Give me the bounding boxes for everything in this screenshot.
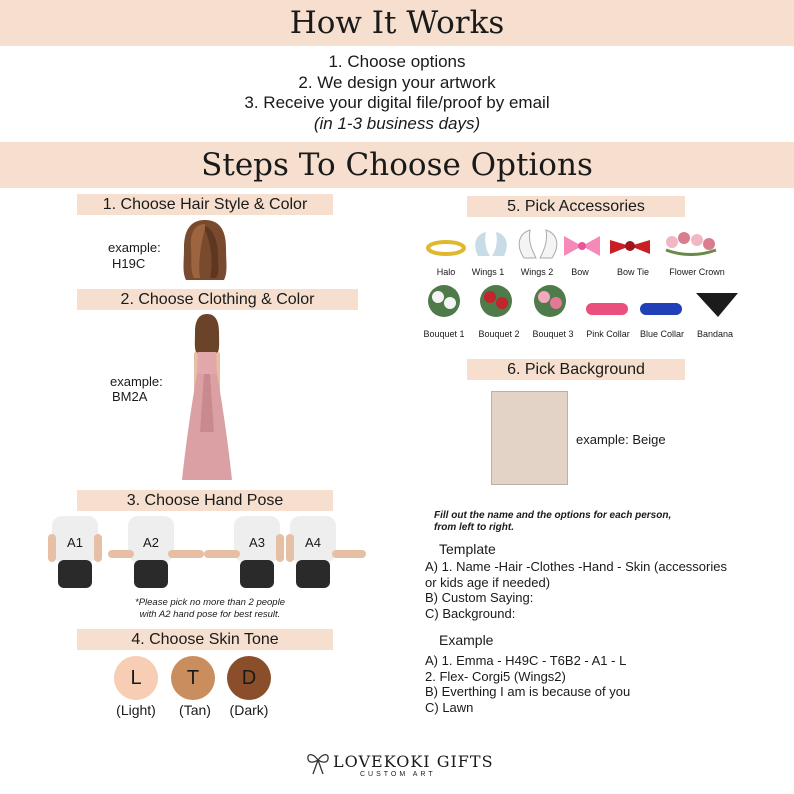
clothing-heading: 2. Choose Clothing & Color bbox=[77, 289, 358, 310]
accessory-wings1-label: Wings 1 bbox=[471, 267, 505, 277]
accessories-row2-icons bbox=[414, 283, 744, 329]
step-3: 3. Receive your digital file/proof by email bbox=[244, 93, 550, 112]
template-line: A) 1. Name -Hair -Clothes -Hand - Skin (accessories bbox=[425, 559, 727, 574]
accessory-halo-label: Halo bbox=[436, 267, 456, 277]
hand-pose-figures bbox=[48, 514, 368, 594]
section-title: Steps To Choose Options bbox=[0, 142, 794, 188]
accessory-bow-tie-label: Bow Tie bbox=[616, 267, 649, 277]
accessory-flower-crown-label: Flower Crown bbox=[669, 267, 725, 277]
dress-figure-icon bbox=[170, 312, 244, 484]
pose-a1: A1 bbox=[67, 535, 83, 550]
example-line: B) Everthing I am is because of you bbox=[425, 684, 631, 699]
background-example: example: Beige bbox=[576, 432, 666, 447]
template-line: B) Custom Saying: bbox=[425, 590, 534, 605]
accessory-bouquet3-label: Bouquet 3 bbox=[532, 329, 574, 339]
step-2: 2. We design your artwork bbox=[298, 72, 496, 92]
skin-tone-dark-swatch: D bbox=[227, 656, 271, 700]
accessory-bouquet1-label: Bouquet 1 bbox=[423, 329, 465, 339]
template-title: Template bbox=[439, 541, 496, 557]
example-line: 2. Flex- Corgi5 (Wings2) bbox=[425, 668, 566, 684]
hair-heading: 1. Choose Hair Style & Color bbox=[77, 194, 333, 215]
accessory-bouquet2-label: Bouquet 2 bbox=[478, 329, 520, 339]
template-line: C) Background: bbox=[425, 605, 516, 621]
accessories-heading: 5. Pick Accessories bbox=[467, 196, 685, 217]
skin-tone-light-swatch: L bbox=[114, 656, 158, 700]
example-lines bbox=[425, 653, 765, 715]
template-line: or kids age if needed) bbox=[425, 574, 551, 590]
example-title: Example bbox=[439, 632, 494, 648]
step-1: 1. Choose options bbox=[328, 52, 466, 71]
pose-a2: A2 bbox=[143, 535, 159, 550]
example-line: C) Lawn bbox=[425, 699, 474, 715]
accessories-row1-icons bbox=[420, 228, 740, 268]
skin-tone-dark-caption: (Dark) bbox=[229, 702, 269, 718]
example-line: A) 1. Emma - H49C - T6B2 - A1 - L bbox=[425, 653, 627, 668]
skin-tone-tan-swatch: T bbox=[171, 656, 215, 700]
accessory-pink-collar-label: Pink Collar bbox=[586, 329, 630, 339]
accessory-wings2-label: Wings 2 bbox=[520, 267, 554, 277]
pose-a4: A4 bbox=[305, 535, 321, 550]
background-beige-swatch bbox=[491, 391, 568, 485]
how-it-works-title: How It Works bbox=[0, 0, 794, 46]
hair-sample-icon bbox=[180, 218, 230, 282]
skin-tone-light-caption: (Light) bbox=[116, 702, 156, 718]
clothing-example-label: example: bbox=[110, 374, 163, 389]
brand-tagline: CUSTOM ART bbox=[360, 771, 436, 778]
accessory-blue-collar-label: Blue Collar bbox=[639, 329, 685, 339]
hand-pose-note-line1: *Please pick no more than 2 people bbox=[135, 597, 285, 608]
hand-pose-heading: 3. Choose Hand Pose bbox=[77, 490, 333, 511]
instructions-intro bbox=[434, 510, 671, 534]
skin-tone-heading: 4. Choose Skin Tone bbox=[77, 629, 333, 650]
brand-name: LOVEKOKI GIFTS bbox=[333, 752, 494, 771]
clothing-example-code: BM2A bbox=[112, 389, 148, 404]
hand-pose-note bbox=[90, 597, 330, 621]
accessory-bandana-label: Bandana bbox=[696, 329, 734, 339]
hair-example-code: H19C bbox=[112, 256, 146, 271]
instructions-line2: from left to right. bbox=[434, 522, 514, 533]
hand-pose-note-line2: with A2 hand pose for best result. bbox=[139, 609, 281, 620]
accessory-bow-label: Bow bbox=[571, 267, 589, 277]
how-it-works-steps bbox=[0, 52, 794, 134]
step-note: (in 1-3 business days) bbox=[313, 113, 481, 133]
hair-example-label: example: bbox=[108, 240, 161, 255]
template-lines bbox=[425, 559, 765, 621]
pose-a3: A3 bbox=[249, 535, 265, 550]
bow-logo-icon bbox=[306, 750, 330, 776]
background-heading: 6. Pick Background bbox=[467, 359, 685, 380]
instructions-line1: Fill out the name and the options for each person, bbox=[434, 510, 672, 521]
skin-tone-tan-caption: (Tan) bbox=[179, 702, 211, 718]
